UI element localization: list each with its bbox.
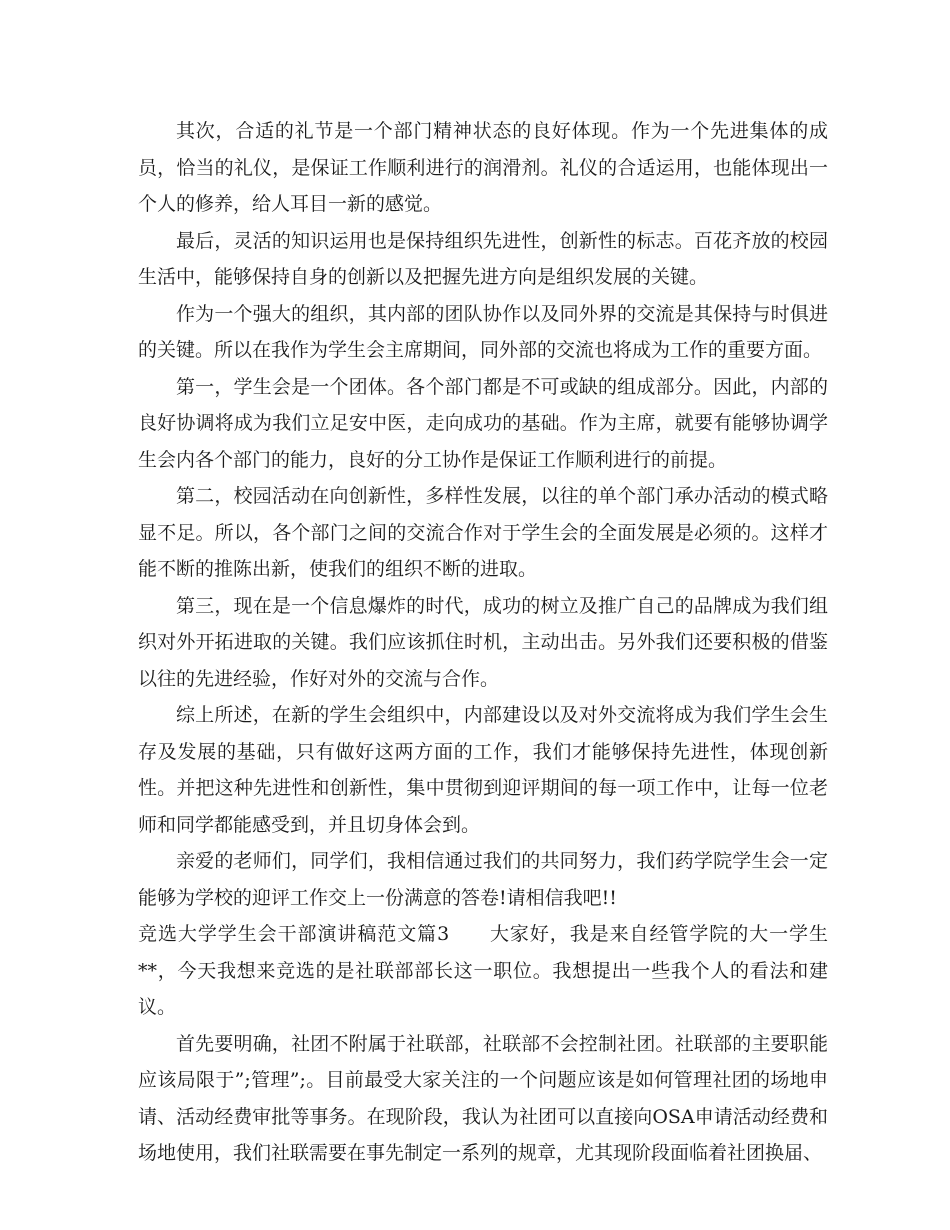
- paragraph-third-point: 第三，现在是一个信息爆炸的时代，成功的树立及推广自己的品牌成为我们组织对外开拓进取的关键。我们应该抓住时机，主动出击。另外我们还要积极的借鉴以往的先进经验，作好对外的交流与合作。: [138, 594, 828, 690]
- document-body: [138, 113, 828, 1172]
- paragraph-first-point: 第一，学生会是一个团体。各个部门都是不可或缺的组成部分。因此，内部的良好协调将成为我们立足安中医，走向成功的基础。作为主席，就要有能够协调学生会内各个部门的能力，良好的分工协作是保证工作顺利进行的前提。: [138, 375, 828, 471]
- paragraph-etiquette: 其次，合适的礼节是一个部门精神状态的良好体现。作为一个先进集体的成员，恰当的礼仪，是保证工作顺利进行的润滑剂。礼仪的合适运用，也能体现出一个人的修养，给人耳目一新的感觉。: [138, 120, 828, 215]
- paragraph-club-management: 首先要明确，社团不附属于社联部，社联部不会控制社团。社联部的主要职能应该局限于”;管理”;。目前最受大家关注的一个问题应该是如何管理社团的场地申请、活动经费审批等事务。在现阶段，我认为社团可以直接向OSA申请活动经费和场地使用，我们社联需要在事先制定一系列的规章，尤其现阶段面临着社团换届、: [138, 1032, 828, 1164]
- paragraph-knowledge: 最后，灵活的知识运用也是保持组织先进性，创新性的标志。百花齐放的校园生活中，能够保持自身的创新以及把握先进方向是组织发展的关键。: [138, 229, 828, 288]
- paragraph-summary: 综上所述，在新的学生会组织中，内部建设以及对外交流将成为我们学生会生存及发展的基础，只有做好这两方面的工作，我们才能够保持先进性，体现创新性。并把这种先进性和创新性，集中贯彻到迎评期间的每一项工作中，让每一位老师和同学都能感受到，并且切身体会到。: [138, 704, 828, 836]
- paragraph-speech-3-intro: 竞选大学学生会干部演讲稿范文篇3 大家好，我是来自经管学院的大一学生**，今天我想来竞选的是社联部部长这一职位。我想提出一些我个人的看法和建议。: [138, 923, 828, 1018]
- paragraph-second-point: 第二，校园活动在向创新性，多样性发展，以往的单个部门承办活动的模式略显不足。所以，各个部门之间的交流合作对于学生会的全面发展是必须的。这样才能不断的推陈出新，使我们的组织不断的进取。: [138, 485, 828, 580]
- paragraph-teamwork: 作为一个强大的组织，其内部的团队协作以及同外界的交流是其保持与时俱进的关键。所以在我作为学生会主席期间，同外部的交流也将成为工作的重要方面。: [138, 302, 828, 361]
- paragraph-closing: 亲爱的老师们，同学们，我相信通过我们的共同努力，我们药学院学生会一定能够为学校的迎评工作交上一份满意的答卷!请相信我吧!!: [138, 850, 828, 909]
